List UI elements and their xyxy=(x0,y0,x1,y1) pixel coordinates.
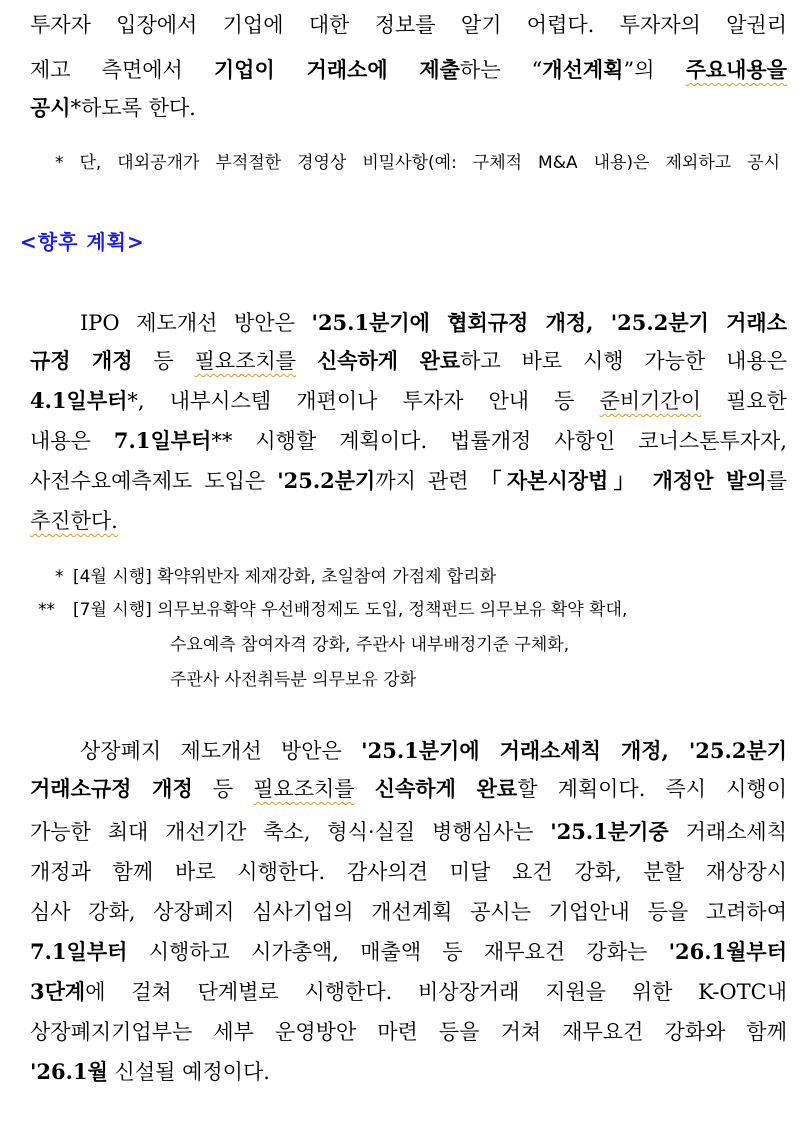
para1-line-5: 사전수요예측제도 도입은 '25.2분기까지 관련 「자본시장법」 개정안 발의를 xyxy=(30,468,788,493)
note-2-cont-2: 주관사 사전취득분 의무보유 강화 xyxy=(170,670,417,690)
para1-line-2: 규정 개정 등 필요조치를 신속하게 완료하고 바로 시행 가능한 내용은 xyxy=(30,348,787,373)
para2-line-6: 7.1일부터 시행하고 시가총액, 매출액 등 재무요건 강화는 '26.1월부터 xyxy=(30,939,787,964)
para2-line-9: '26.1월 신설될 예정이다. xyxy=(30,1059,270,1084)
note-1-text: [4월 시행] 확약위반자 제재강화, 초일참여 가점제 합리화 xyxy=(73,567,497,587)
section-heading: <향후 계획> xyxy=(20,230,145,254)
para1-line-6: 추진한다. xyxy=(30,509,118,533)
intro-line-1: 투자자 입장에서 기업에 대한 정보를 알기 어렵다. 투자자의 알권리 xyxy=(30,13,787,37)
note-2-mark: ** xyxy=(38,600,55,620)
para2-line-4: 개정과 함께 바로 시행한다. 감사의견 미달 요건 강화, 분할 재상장시 xyxy=(30,860,787,884)
note-2-cont-1: 수요예측 참여자격 강화, 주관사 내부배정기준 구체화, xyxy=(170,635,570,655)
para1-line-3: 4.1일부터*, 내부시스템 개편이나 투자자 안내 등 준비기간이 필요한 xyxy=(30,388,787,413)
intro-line-2: 제고 측면에서 기업이 거래소에 제출하는 “개선계획”의 주요내용을 xyxy=(30,57,787,82)
para2-line-2: 거래소규정 개정 등 필요조치를 신속하게 완료할 계획이다. 즉시 시행이 xyxy=(30,776,787,801)
para1-line-4: 내용은 7.1일부터** 시행할 계획이다. 법률개정 사항인 코너스톤투자자, xyxy=(30,428,787,453)
para2-line-5: 심사 강화, 상장폐지 심사기업의 개선계획 공시는 기업안내 등을 고려하여 xyxy=(30,900,787,924)
para2-line-7: 3단계에 걸쳐 단계별로 시행한다. 비상장거래 지원을 위한 K-OTC내 xyxy=(30,979,787,1004)
para2-line-3: 가능한 최대 개선기간 축소, 형식·실질 병행심사는 '25.1분기중 거래소세칙 xyxy=(30,819,787,844)
note-2-text: [7월 시행] 의무보유확약 우선배정제도 도입, 정책펀드 의무보유 확약 확대, xyxy=(73,600,628,620)
note-1-mark: * xyxy=(55,567,64,587)
intro-line-3: 공시*하도록 한다. xyxy=(30,95,196,120)
para2-line-8: 상장폐지기업부는 세부 운영방안 마련 등을 거쳐 재무요건 강화와 함께 xyxy=(30,1020,787,1044)
para1-line-1: IPO 제도개선 방안은 '25.1분기에 협회규정 개정, '25.2분기 거래소 xyxy=(80,310,788,335)
para2-line-1: 상장폐지 제도개선 방안은 '25.1분기에 거래소세칙 개정, '25.2분기 xyxy=(80,738,787,763)
intro-footnote: * 단, 대외공개가 부적절한 경영상 비밀사항(예: 구체적 M&A 내용)은 제외하고 공시 xyxy=(55,153,780,173)
